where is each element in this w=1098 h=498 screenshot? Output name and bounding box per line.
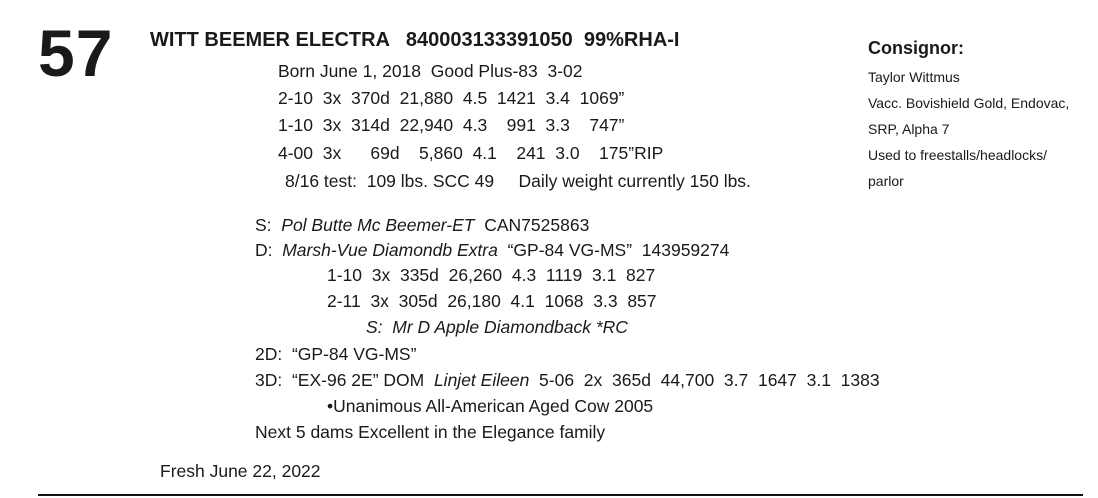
bottom-rule	[38, 494, 1083, 496]
dam-name: Marsh-Vue Diamondb Extra	[282, 240, 498, 260]
consignor-heading: Consignor:	[868, 38, 964, 58]
consignor-name: Taylor Wittmus	[868, 69, 960, 85]
sire-registration: CAN7525863	[484, 215, 590, 235]
production-record-3: 4-00 3x 69d 5,860 4.1 241 3.0 175”RIP	[278, 143, 664, 163]
second-dam: 2D: “GP-84 VG-MS”	[255, 344, 417, 364]
family-line: Next 5 dams Excellent in the Elegance family	[255, 422, 606, 442]
animal-name: WITT BEEMER ELECTRA	[150, 29, 390, 51]
born-line: Born June 1, 2018 Good Plus-83 3-02	[278, 61, 583, 81]
dam-record-1: 1-10 3x 335d 26,260 4.3 1119 3.1 827	[327, 265, 656, 285]
sire-label: S:	[255, 215, 272, 235]
third-dam-record: 5-06 2x 365d 44,700 3.7 1647 3.1 1383	[539, 370, 880, 390]
housing-line-1: Used to freestalls/headlocks/	[868, 147, 1047, 163]
dam-sire: S: Mr D Apple Diamondback *RC	[366, 317, 628, 337]
production-record-1: 2-10 3x 370d 21,880 4.5 1421 3.4 1069”	[278, 88, 625, 108]
dam-record-2: 2-11 3x 305d 26,180 4.1 1068 3.3 857	[327, 291, 657, 311]
dam-line	[255, 242, 729, 260]
rha-rating: 99%RHA-I	[583, 29, 680, 51]
registration-number: 840003133391050	[405, 29, 573, 51]
test-line: 8/16 test: 109 lbs. SCC 49 Daily weight currently 150 lbs.	[285, 171, 751, 191]
production-record-2: 1-10 3x 314d 22,940 4.3 991 3.3 747”	[278, 115, 625, 135]
animal-title	[150, 29, 679, 52]
dam-classification: “GP-84 VG-MS” 143959274	[507, 240, 730, 260]
third-dam-line	[255, 372, 880, 390]
third-dam-name: Linjet Eileen	[433, 370, 530, 390]
lot-number: 57	[38, 16, 114, 90]
vaccination-line-2: SRP, Alpha 7	[868, 121, 950, 137]
award-line: •Unanimous All-American Aged Cow 2005	[327, 396, 654, 416]
vaccination-line-1: Vacc. Bovishield Gold, Endovac,	[868, 95, 1070, 111]
fresh-date: Fresh June 22, 2022	[160, 461, 321, 481]
sire-line	[255, 217, 589, 235]
dam-label: D:	[255, 240, 273, 260]
sire-name: Pol Butte Mc Beemer-ET	[281, 215, 475, 235]
third-dam-prefix: 3D: “EX-96 2E” DOM	[255, 370, 425, 390]
housing-line-2: parlor	[868, 173, 904, 189]
